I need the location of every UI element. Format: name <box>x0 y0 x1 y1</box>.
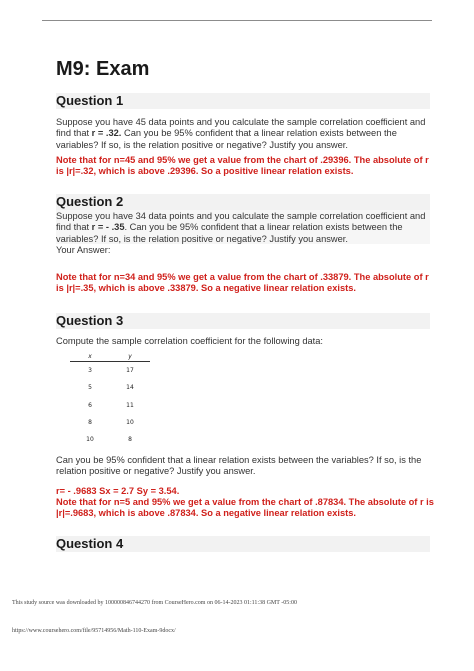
table-header-x: x <box>70 352 110 362</box>
table-cell-x: 3 <box>88 367 92 375</box>
question-2-prompt-start: Suppose you have 34 data points and you calculate the sample correlation coefficient and find that <box>56 211 426 233</box>
question-4-heading: Question 4 <box>56 536 430 552</box>
question-2-heading: Question 2 <box>56 194 430 210</box>
question-1-prompt-end: Can you be 95% confident that a linear relation exists between the variables? If so, is the relation positive or negative? Justify you answer. <box>56 128 397 150</box>
table-cell-y: 11 <box>126 401 134 409</box>
question-2-answer: Note that for n=34 and 95% we get a value from the chart of .33879. The absolute of r is |r|=.35, which is above .33879. So a negative linear relation exists. <box>56 272 429 294</box>
download-note: This study source was downloaded by 100000846744270 from CourseHero.com on 06-14-2023 01:11:38 GMT -05:00 <box>12 600 297 606</box>
table-cell-x: 6 <box>88 401 92 409</box>
question-1-prompt <box>56 117 436 151</box>
table-row <box>70 414 150 431</box>
table-cell-x: 8 <box>88 419 92 427</box>
table-cell-y: 10 <box>126 419 134 427</box>
table-header-y: y <box>110 352 150 362</box>
table-row <box>70 431 150 448</box>
table-cell-x: 5 <box>88 384 92 392</box>
question-2-r-value: r = - .35 <box>91 222 125 233</box>
data-table <box>70 352 150 448</box>
table-row <box>70 362 150 380</box>
table-cell-y: 14 <box>126 384 134 392</box>
question-1-answer: Note that for n=45 and 95% we get a value from the chart of .29396. The absolute of r is |r|=.32, which is above .29396. So a positive linear relation exists. <box>56 155 429 177</box>
exam-title: M9: Exam <box>56 58 150 80</box>
question-3-heading: Question 3 <box>56 313 430 329</box>
question-3-prompt: Compute the sample correlation coefficient for the following data: <box>56 336 324 346</box>
question-2-your-answer-label: Your Answer: <box>56 245 111 255</box>
source-url: https://www.coursehero.com/file/95714956/Math-110-Exam-9docx/ <box>12 628 176 634</box>
question-1-prompt-start: Suppose you have 45 data points and you calculate the sample correlation coefficient and find that <box>56 117 426 139</box>
question-2-prompt-end: . Can you be 95% confident that a linear relation exists between the variables? If so, is the relation positive or negative? Justify you answer. <box>56 222 403 244</box>
question-3-answer: Note that for n=5 and 95% we get a value from the chart of .87834. The absolute of r is |r|=.9683, which is above .87834. So a negative linear relation exists. <box>56 497 434 519</box>
question-2-prompt <box>56 211 436 245</box>
question-3-followup: Can you be 95% confident that a linear relation exists between the variables? If so, is the relation positive or negative? Justify you answer. <box>56 455 422 477</box>
question-1-heading: Question 1 <box>56 93 430 109</box>
question-1-r-value: r = .32. <box>91 128 122 139</box>
table-cell-x: 10 <box>86 436 94 444</box>
table-header-row <box>70 352 150 362</box>
table-row <box>70 397 150 414</box>
table-row <box>70 379 150 396</box>
top-rule <box>42 20 432 21</box>
table-cell-y: 8 <box>128 436 132 444</box>
table-cell-y: 17 <box>126 367 134 375</box>
question-3-answer-values: r= - .9683 Sx = 2.7 Sy = 3.54. <box>56 486 180 496</box>
